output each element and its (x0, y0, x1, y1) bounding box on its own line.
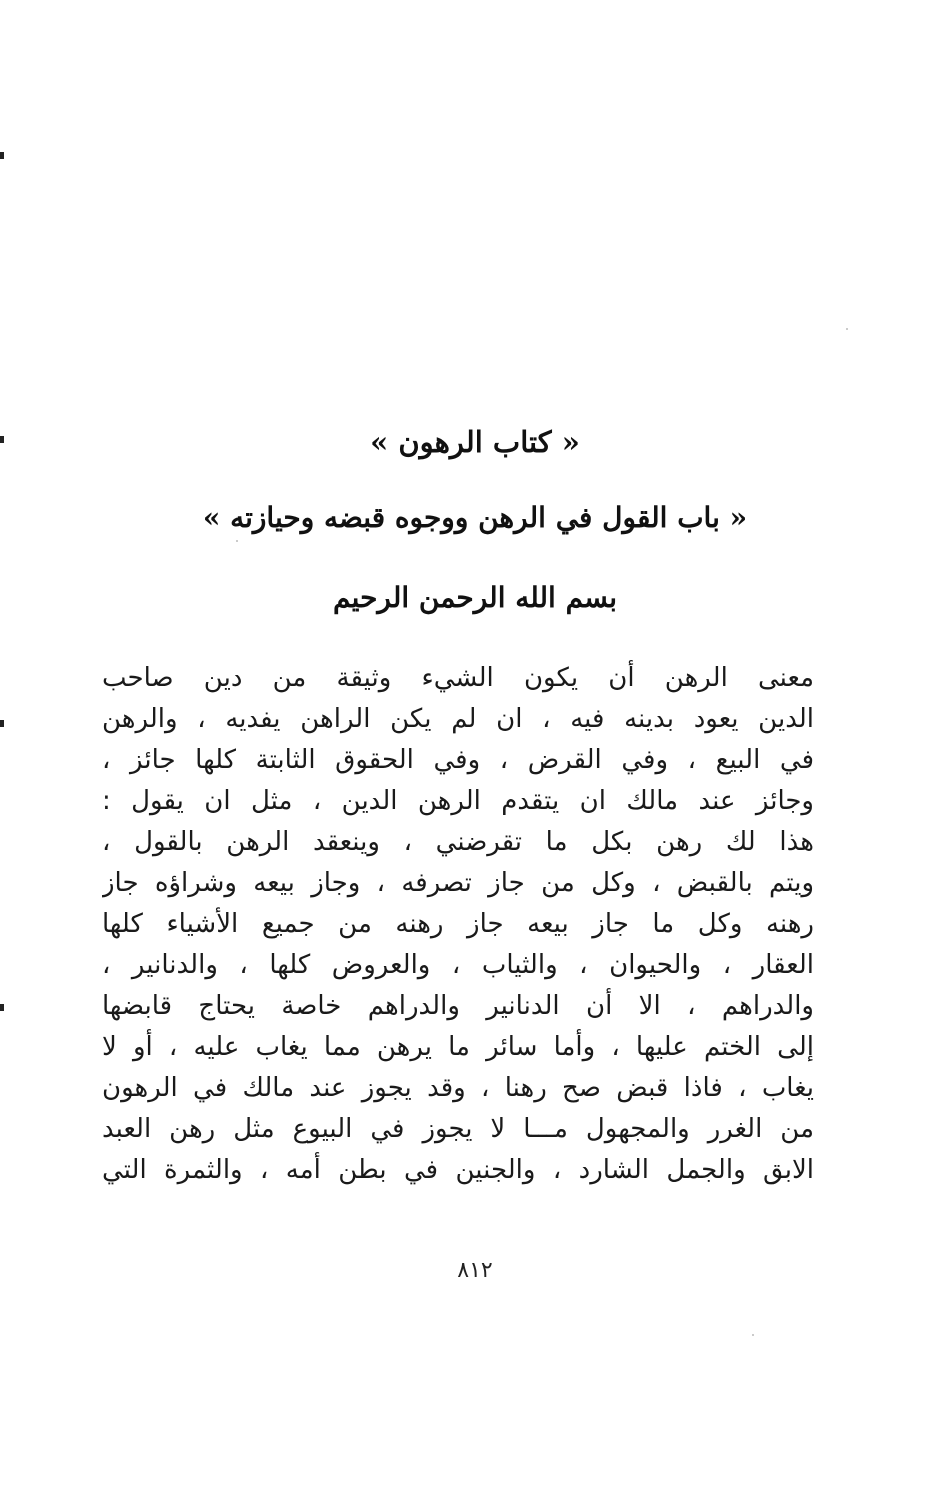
paper-speck (236, 540, 238, 542)
chapter-title: « باب القول في الرهن ووجوه قبضه وحيازته » (202, 501, 748, 534)
text-line: من الغرر والمجهول مـــا لا يجوز في البيوع مثل رهن العبد (102, 1114, 814, 1144)
page-number: ٨١٢ (457, 1258, 493, 1283)
page-edge-mark (0, 152, 4, 159)
text-line: وجائز عند مالك ان يتقدم الرهن الدين ، مثل ان يقول : (102, 786, 814, 816)
basmala: بسم الله الرحمن الرحيم (333, 581, 617, 614)
body-text (102, 658, 814, 1191)
text-line: هذا لك رهن بكل ما تقرضني ، وينعقد الرهن بالقول ، (102, 827, 814, 857)
text-line: العقار ، والحيوان ، والثياب ، والعروض كلها ، والدنانير ، (102, 950, 814, 980)
text-line: يغاب ، فاذا قبض صح رهنا ، وقد يجوز عند مالك في الرهون (102, 1073, 814, 1103)
text-line: والدراهم ، الا أن الدنانير والدراهم خاصة يحتاج قابضها (102, 991, 814, 1021)
paper-speck (752, 1334, 754, 1336)
paper-speck (846, 328, 848, 330)
page-edge-mark (0, 720, 4, 727)
page-edge-mark (0, 1004, 4, 1011)
book-title: « كتاب الرهون » (370, 425, 580, 459)
text-line: الابق والجمل الشارد ، والجنين في بطن أمه ، والثمرة التي (102, 1155, 814, 1185)
text-line: رهنه وكل ما جاز بيعه جاز رهنه من جميع الأشياء كلها (102, 909, 814, 939)
text-line: ويتم بالقبض ، وكل من جاز تصرفه ، وجاز بيعه وشراؤه جاز (102, 868, 814, 898)
text-line: الدين يعود بدينه فيه ، ان لم يكن الراهن يفديه ، والرهن (102, 704, 814, 734)
text-line: في البيع ، وفي القرض ، وفي الحقوق الثابتة كلها جائز ، (102, 745, 814, 775)
text-line: معنى الرهن أن يكون الشيء وثيقة من دين صاحب (102, 663, 814, 693)
text-line: إلى الختم عليها ، وأما سائر ما يرهن مما يغاب عليه ، أو لا (102, 1032, 814, 1062)
